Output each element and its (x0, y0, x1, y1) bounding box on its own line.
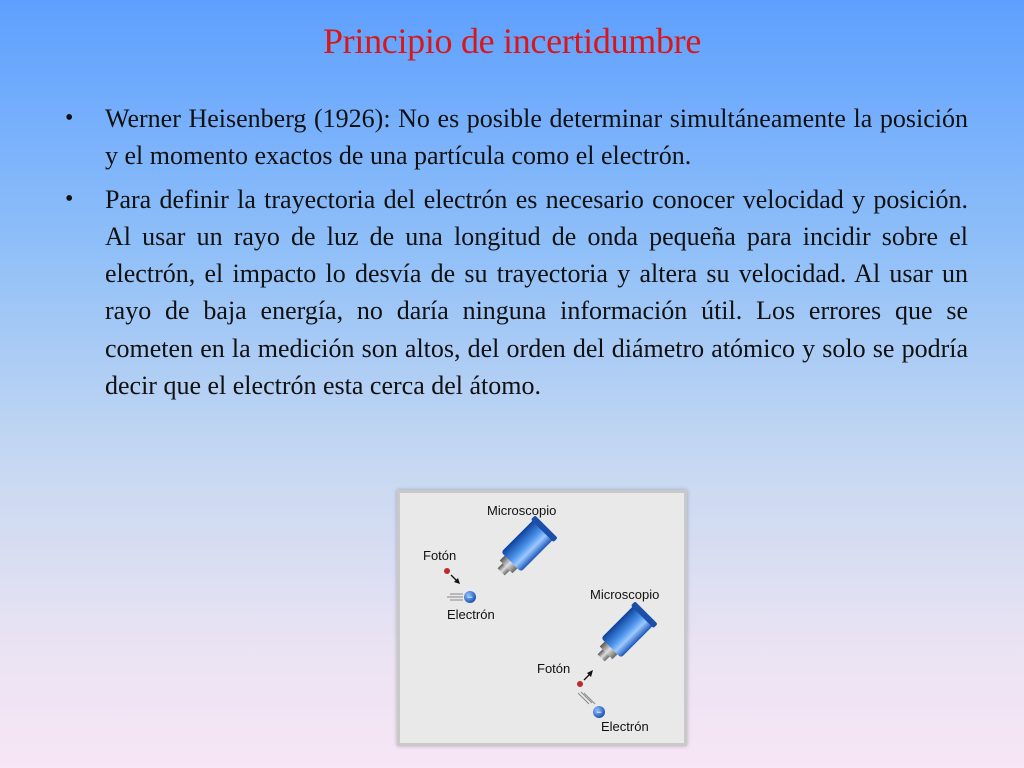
bullet-text: Werner Heisenberg (1926): No es posible determinar simultáneamente la posición y el momento exactos de una partícula como el electrón. (105, 104, 968, 171)
bullet-item (60, 100, 968, 175)
microscope-icon (490, 515, 558, 583)
microscope-icon (590, 601, 658, 669)
photon-arrow-icon (451, 575, 460, 584)
photon-label-top: Fotón (423, 548, 457, 563)
bullet-marker: • (65, 185, 74, 212)
photon-label-bottom: Fotón (537, 661, 571, 676)
figure-illustration (400, 493, 684, 743)
slide-title: Principio de incertidumbre (322, 21, 702, 61)
bullet-text: Para definir la trayectoria del electrón es necesario conocer velocidad y posición. Al usar un rayo de luz de una longitud de onda pequeña para incidir sobre el electrón, el impacto lo desvía de su trayectoria y altera su velocidad. Al usar un rayo de baja energía, no daría ninguna información útil. Los errores que se cometen en la medición son altos, del orden del diámetro atómico y solo se podría decir que el electrón esta cerca del átomo. (105, 184, 968, 401)
bullet-marker: • (65, 105, 74, 131)
electron-label-bottom: Electrón (601, 719, 649, 734)
photon-arrow-icon (584, 670, 593, 680)
bullet-list (60, 100, 968, 410)
photon-icon (577, 681, 583, 687)
motion-lines-icon (578, 692, 595, 704)
microscope-label-top: Microscopio (487, 503, 557, 518)
negative-charge-icon: − (596, 707, 602, 719)
microscope-label-bottom: Microscopio (590, 587, 660, 602)
motion-lines-icon (447, 594, 463, 600)
negative-charge-icon: − (467, 592, 473, 604)
heisenberg-microscope-figure (397, 490, 687, 746)
photon-icon (444, 568, 450, 574)
electron-label-top: Electrón (447, 607, 495, 622)
bullet-item (60, 181, 968, 405)
